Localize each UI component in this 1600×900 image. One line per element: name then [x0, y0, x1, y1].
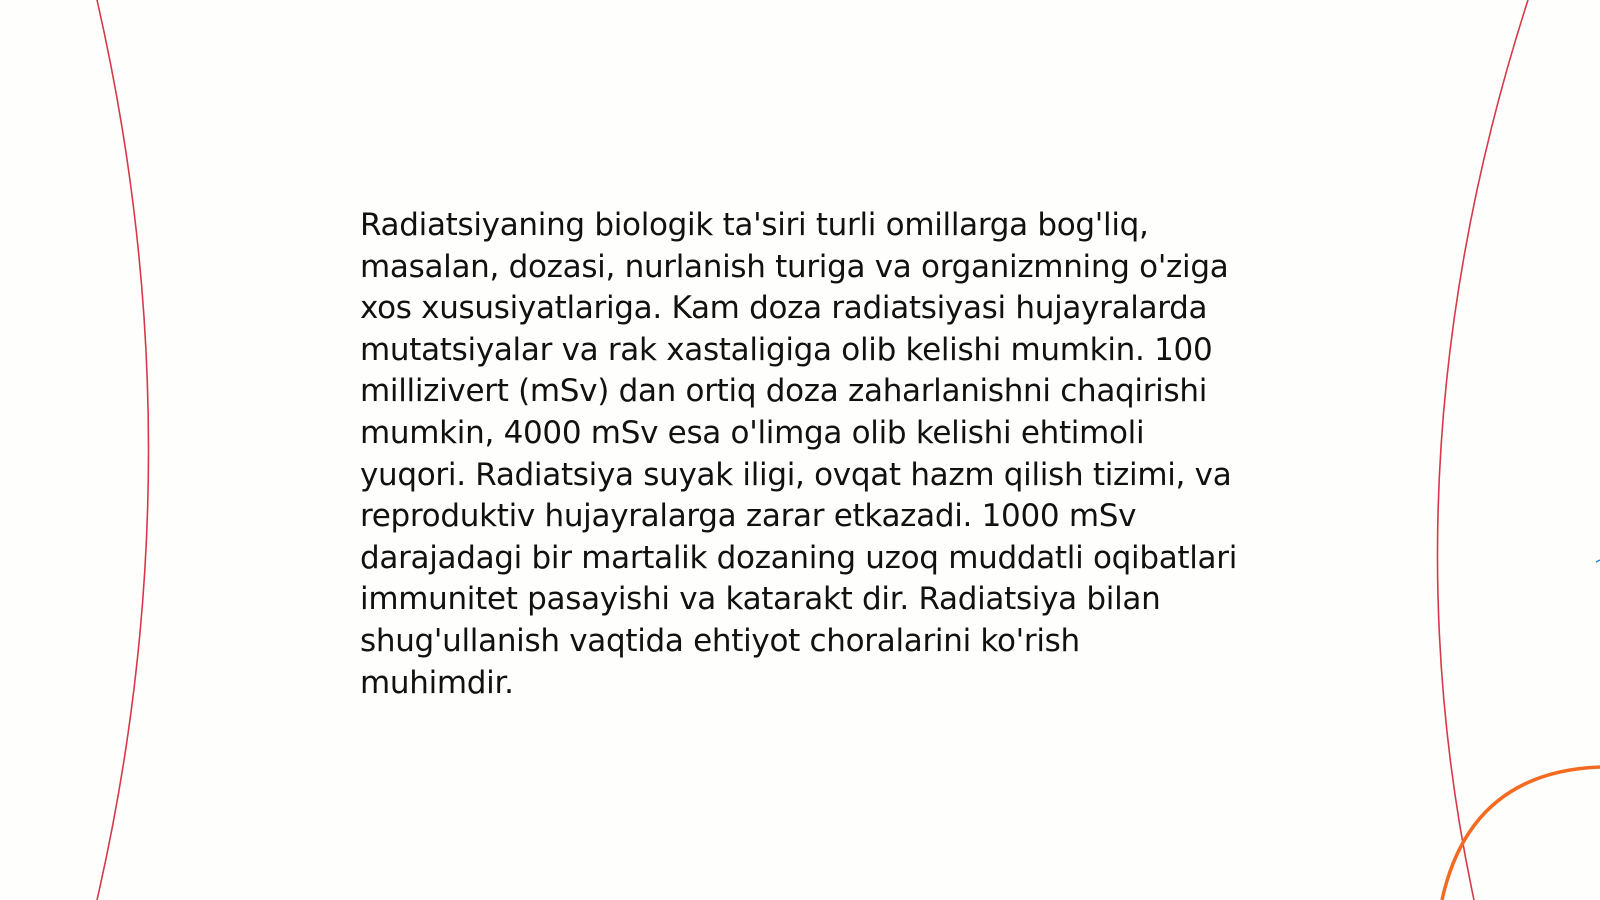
- orange-corner-arc: [1442, 767, 1600, 900]
- right-arc-line: [1437, 0, 1528, 900]
- left-arc-line: [97, 0, 149, 900]
- blue-edge-mark: [1596, 560, 1600, 562]
- slide-body-text: Radiatsiyaning biologik ta'siri turli omillarga bog'liq, masalan, dozasi, nurlanish turiga va organizmning o'ziga xos xususiyatlariga. Kam doza radiatsiyasi hujayralarda mutatsiyalar va rak xastaligiga olib kelishi mumkin. 100 millizivert (mSv) dan ortiq doza zaharlanishni chaqirishi mumkin, 4000 mSv esa o'limga olib kelishi ehtimoli yuqori. Radiatsiya suyak iligi, ovqat hazm qilish tizimi, va reproduktiv hujayralarga zarar etkazadi. 1000 mSv darajadagi bir martalik dozaning uzoq muddatli oqibatlari immunitet pasayishi va katarakt dir. Radiatsiya bilan shug'ullanish vaqtida ehtiyot choralarini ko'rish muhimdir.: [360, 207, 1238, 701]
